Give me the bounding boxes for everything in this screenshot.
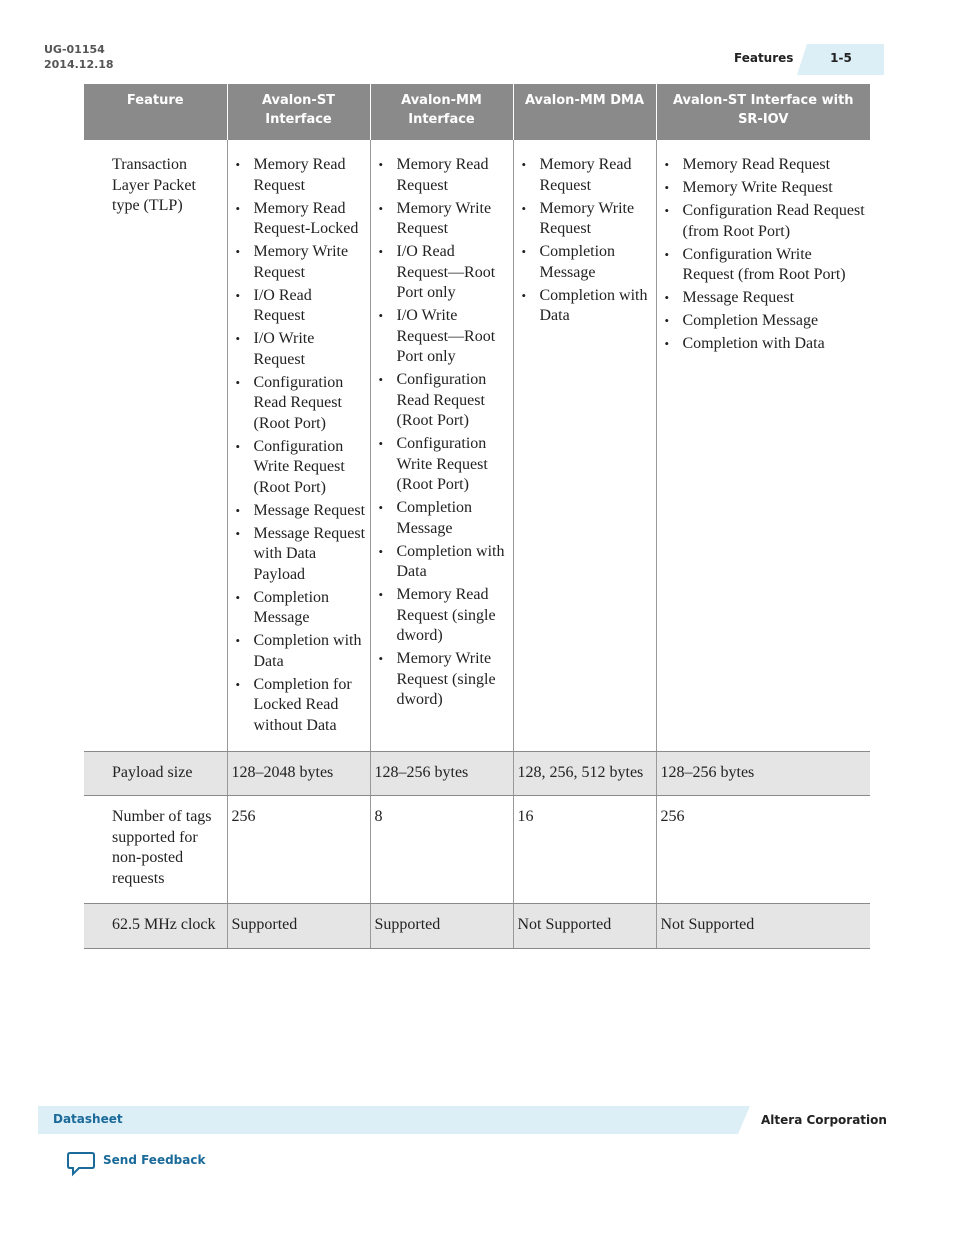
row-label: Number of tags supported for non-posted requests — [84, 796, 227, 904]
table-cell: 256 — [656, 796, 870, 904]
chat-bubble-icon — [66, 1151, 96, 1177]
row-label: Payload size — [84, 751, 227, 796]
features-table — [84, 84, 870, 949]
table-cell: 128–2048 bytes — [227, 751, 370, 796]
table-cell: 128–256 bytes — [370, 751, 513, 796]
list-item: • I/O Read Request — [232, 286, 366, 327]
table-header-row — [84, 84, 870, 140]
tlp-list-avalon-st-sriov — [661, 155, 867, 355]
list-item: • Message Request with Data Payload — [232, 524, 366, 586]
list-item: • Memory Write Request — [375, 199, 509, 240]
section-title: Features — [734, 51, 794, 65]
table-row-tags — [84, 796, 870, 904]
list-item: • Memory Write Request — [661, 178, 867, 199]
list-item: • Completion Message — [518, 242, 652, 283]
list-item: • Configuration Read Request (Root Port) — [232, 373, 366, 435]
doc-id: UG-01154 — [44, 43, 105, 56]
list-item: • Completion with Data — [232, 631, 366, 672]
list-item: • I/O Read Request—Root Port only — [375, 242, 509, 304]
list-item: • Memory Write Request — [232, 242, 366, 283]
cell-tlp-avalon-st — [227, 140, 370, 751]
list-item: • Completion Message — [232, 588, 366, 629]
col-header-avalon-st-sriov: Avalon-ST Interface with SR-IOV — [656, 84, 870, 140]
table-cell: 256 — [227, 796, 370, 904]
tlp-list-avalon-st — [232, 155, 366, 736]
col-header-avalon-st: Avalon-ST Interface — [227, 84, 370, 140]
table-cell: Supported — [370, 904, 513, 949]
cell-tlp-avalon-mm-dma — [513, 140, 656, 751]
doc-id-block — [44, 42, 114, 72]
table-cell: Not Supported — [513, 904, 656, 949]
row-label: 62.5 MHz clock — [84, 904, 227, 949]
list-item: • Completion with Data — [661, 334, 867, 355]
row-label-tlp: Transaction Layer Packet type (TLP) — [84, 140, 227, 751]
list-item: • Memory Read Request (single dword) — [375, 585, 509, 647]
list-item: • Memory Read Request — [232, 155, 366, 196]
table-cell: Supported — [227, 904, 370, 949]
list-item: • Configuration Read Request (from Root Port) — [661, 201, 867, 242]
list-item: • I/O Write Request — [232, 329, 366, 370]
cell-tlp-avalon-st-sriov — [656, 140, 870, 751]
tlp-list-avalon-mm — [375, 155, 509, 711]
cell-tlp-avalon-mm — [370, 140, 513, 751]
doc-date: 2014.12.18 — [44, 58, 114, 71]
list-item: • Configuration Write Request (Root Port) — [232, 437, 366, 499]
col-header-feature: Feature — [84, 84, 227, 140]
list-item: • Configuration Read Request (Root Port) — [375, 370, 509, 432]
table-row-tlp — [84, 140, 870, 751]
list-item: • Memory Write Request — [518, 199, 652, 240]
list-item: • Memory Read Request — [661, 155, 867, 176]
table-row-clock — [84, 904, 870, 949]
footer-company: Altera Corporation — [761, 1113, 887, 1127]
table-cell: 8 — [370, 796, 513, 904]
page-number: 1-5 — [830, 51, 852, 65]
tlp-list-avalon-mm-dma — [518, 155, 652, 327]
col-header-avalon-mm-dma: Avalon-MM DMA — [513, 84, 656, 140]
footer-bar-shape — [38, 1106, 750, 1134]
table-cell: Not Supported — [656, 904, 870, 949]
list-item: • Configuration Write Request (Root Port) — [375, 434, 509, 496]
send-feedback-label: Send Feedback — [103, 1153, 206, 1167]
list-item: • Memory Read Request — [518, 155, 652, 196]
page-number-tab — [797, 44, 884, 75]
list-item: • Completion with Data — [518, 286, 652, 327]
col-header-avalon-mm: Avalon-MM Interface — [370, 84, 513, 140]
list-item: • Memory Read Request-Locked — [232, 199, 366, 240]
list-item: • I/O Write Request—Root Port only — [375, 306, 509, 368]
list-item: • Memory Read Request — [375, 155, 509, 196]
footer-bar — [38, 1106, 750, 1134]
list-item: • Message Request — [661, 288, 867, 309]
table-cell: 16 — [513, 796, 656, 904]
table-row-payload-size — [84, 751, 870, 796]
list-item: • Memory Write Request (single dword) — [375, 649, 509, 711]
table-cell: 128–256 bytes — [656, 751, 870, 796]
footer-datasheet-label: Datasheet — [53, 1112, 123, 1126]
list-item: • Configuration Write Request (from Root Port) — [661, 245, 867, 286]
list-item: • Completion for Locked Read without Data — [232, 675, 366, 737]
table-cell: 128, 256, 512 bytes — [513, 751, 656, 796]
list-item: • Completion Message — [375, 498, 509, 539]
list-item: • Completion with Data — [375, 542, 509, 583]
list-item: • Message Request — [232, 501, 366, 522]
list-item: • Completion Message — [661, 311, 867, 332]
